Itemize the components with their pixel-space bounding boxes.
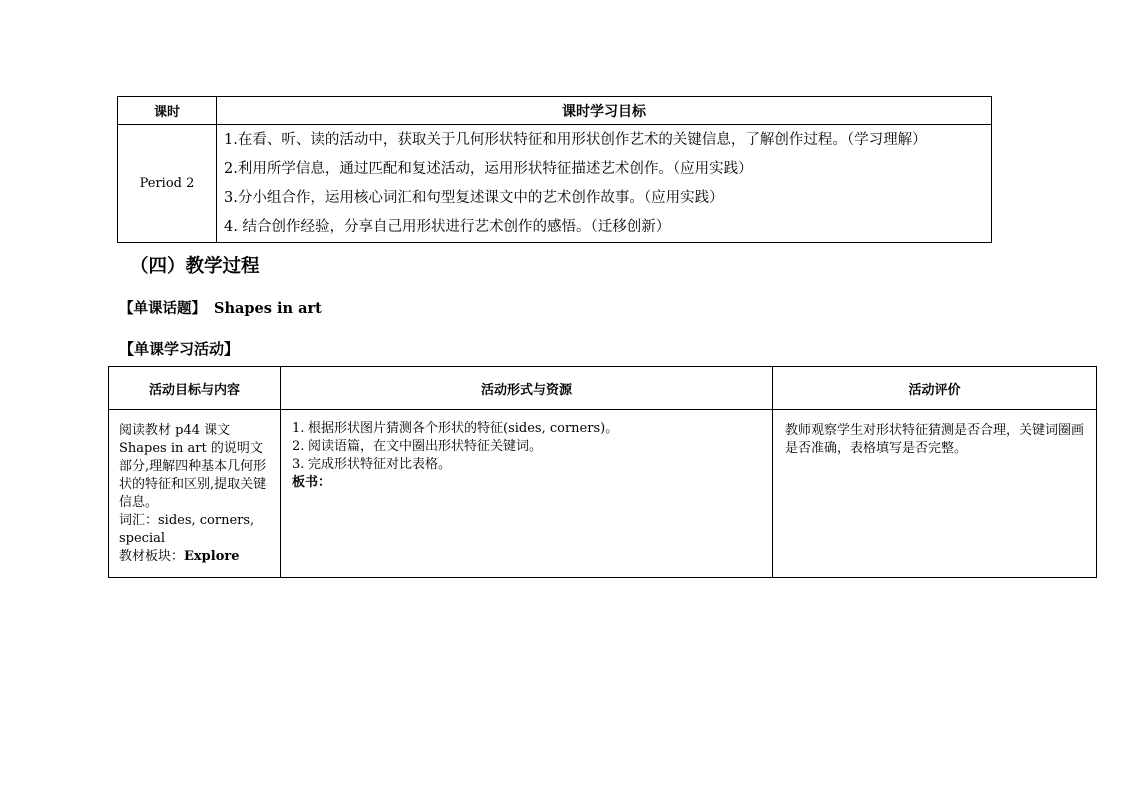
table-header-row xyxy=(109,367,1097,410)
header-form-resources: 活动形式与资源 xyxy=(281,367,773,410)
activity-title: 【单课学习活动】 xyxy=(119,340,240,358)
goal-item: 2.利用所学信息，通过匹配和复述活动，运用形状特征描述艺术创作。（应用实践） xyxy=(224,160,753,177)
goal-item: 3.分小组合作，运用核心词汇和句型复述课文中的艺术创作故事。（应用实践） xyxy=(224,189,724,206)
table-row xyxy=(118,125,992,243)
reading-task: 阅读教材 p44 课文 Shapes in art 的说明文部分,理解四种基本几何形状的特征和区别,提取关键信息。 xyxy=(119,423,267,510)
step-number: 1. xyxy=(292,421,305,436)
step-number: 3. xyxy=(292,457,305,472)
goal-item: 4. 结合创作经验，分享自己用形状进行艺术创作的感悟。（迁移创新） xyxy=(224,218,671,235)
textbook-section-label: 教材板块： xyxy=(119,549,185,564)
goals-content-cell xyxy=(109,410,281,578)
evaluation-text: 教师观察学生对形状特征猜测是否合理，关键词圈画是否准确，表格填写是否完整。 xyxy=(785,423,1085,456)
board-label: 板书： xyxy=(292,475,332,490)
header-period: 课时 xyxy=(118,97,217,125)
step-text: 完成形状特征对比表格。 xyxy=(308,457,452,472)
textbook-section xyxy=(119,548,270,566)
step-text: 阅读语篇，在文中圈出形状特征关键词。 xyxy=(308,439,543,454)
goals-cell xyxy=(217,125,992,243)
textbook-section-value: Explore xyxy=(184,549,240,564)
list-item xyxy=(292,456,762,474)
topic-value: Shapes in art xyxy=(214,300,322,317)
lesson-goals-table xyxy=(117,96,992,243)
lesson-topic xyxy=(119,297,322,318)
header-goals: 课时学习目标 xyxy=(217,97,992,125)
table-row xyxy=(109,410,1097,578)
list-item xyxy=(292,438,762,456)
lesson-activity-table xyxy=(108,366,1097,578)
period-cell: Period 2 xyxy=(118,125,217,243)
form-resources-cell xyxy=(281,410,773,578)
header-evaluation: 活动评价 xyxy=(773,367,1097,410)
header-goals-content: 活动目标与内容 xyxy=(109,367,281,410)
evaluation-cell xyxy=(773,410,1097,578)
list-item xyxy=(292,420,762,438)
topic-label: 【单课话题】 xyxy=(119,300,206,317)
step-number: 2. xyxy=(292,439,305,454)
table-header-row xyxy=(118,97,992,125)
vocabulary: 词汇：sides, corners, special xyxy=(119,513,255,546)
goal-item: 1.在看、听、读的活动中，获取关于几何形状特征和用形状创作艺术的关键信息，了解创作过程。（学习理解） xyxy=(224,131,927,148)
section-title: （四）教学过程 xyxy=(130,256,260,277)
step-text: 根据形状图片猜测各个形状的特征(sides, corners)。 xyxy=(308,421,619,436)
